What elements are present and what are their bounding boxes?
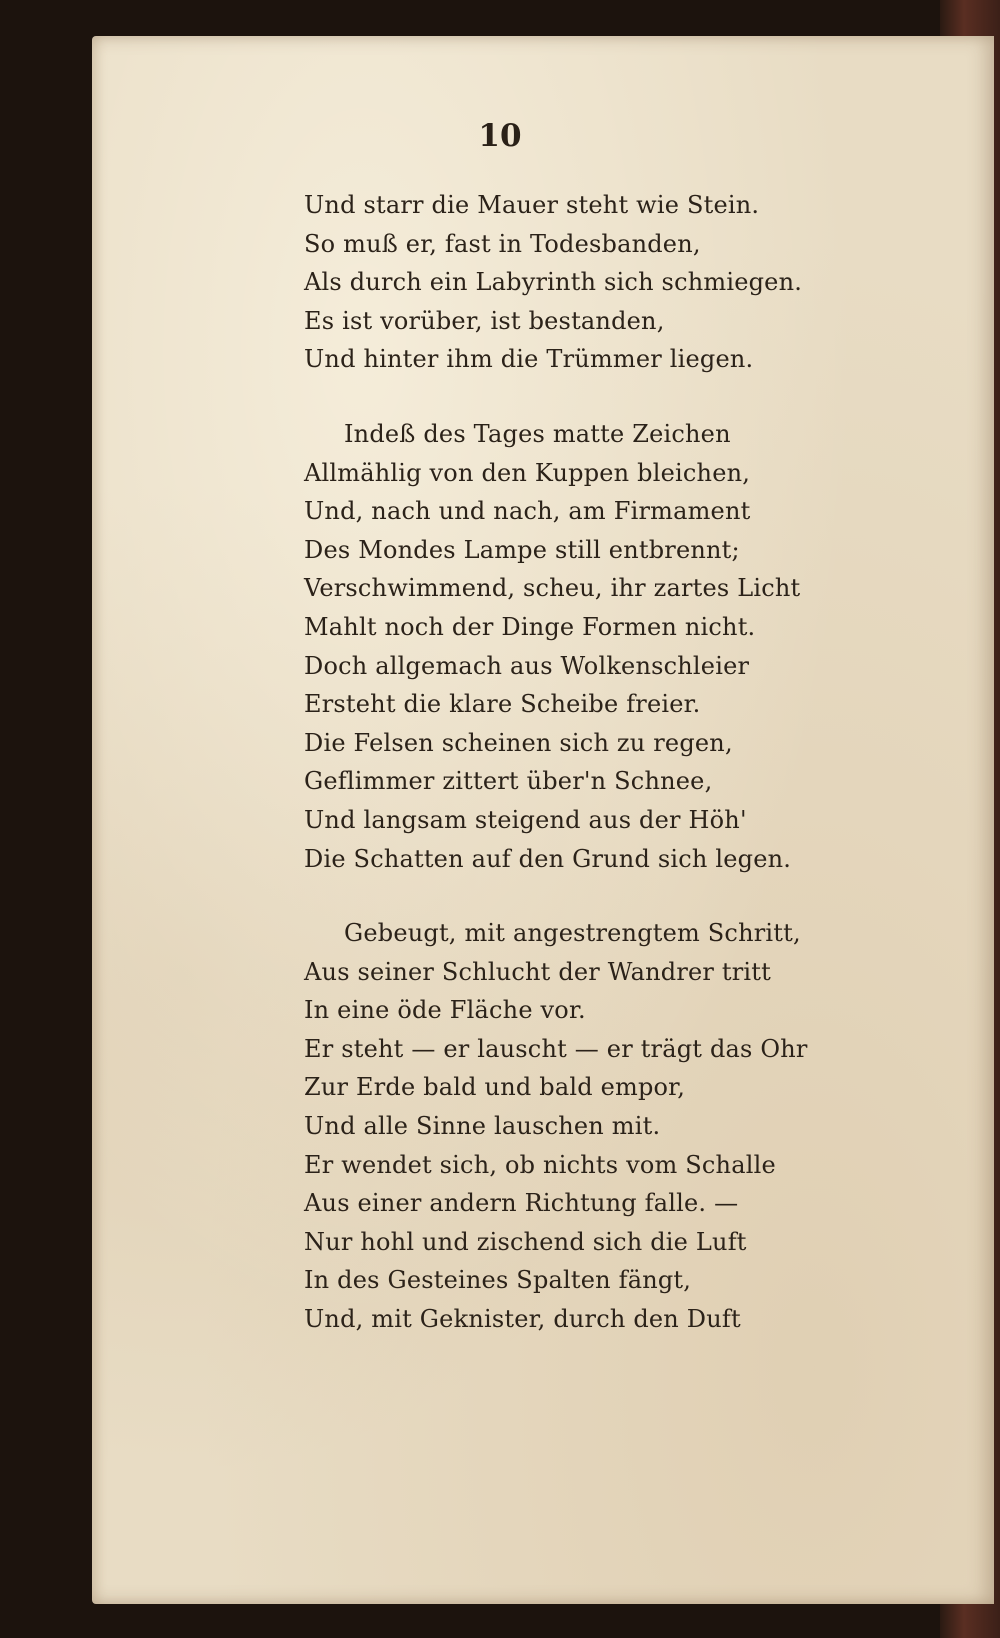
poem-line: Aus einer andern Richtung falle. — [304,1189,739,1218]
stanza-2 [304,415,884,878]
poem-line: Und hinter ihm die Trümmer liegen. [304,345,754,374]
poem-line: Er steht — er lauscht — er trägt das Ohr [304,1034,808,1063]
poem-line: Mahlt noch der Dinge Formen nicht. [304,612,756,641]
poem-line: Und langsam steigend aus der Höh' [304,805,747,834]
poem-line: Und alle Sinne lauschen mit. [304,1112,661,1141]
poem-line: Gebeugt, mit angestrengtem Schritt, [344,919,801,948]
poem-line: Als durch ein Labyrinth sich schmiegen. [304,268,803,297]
stanza-3 [304,914,884,1339]
poem-line: Nur hohl und zischend sich die Luft [304,1227,747,1256]
poem-line: Doch allgemach aus Wolkenschleier [304,651,750,680]
poem-line: Die Felsen scheinen sich zu regen, [304,728,733,757]
poem-line: Allmählig von den Kuppen bleichen, [304,458,751,487]
poem-line: Er wendet sich, ob nichts vom Schalle [304,1150,776,1179]
poem-line: In des Gesteines Spalten fängt, [304,1266,692,1295]
poem-line: Verschwimmend, scheu, ihr zartes Licht [304,574,801,603]
poem-line: Des Mondes Lampe still entbrennt; [304,535,740,564]
poem-text [304,186,884,1375]
poem-line: Es ist vorüber, ist bestanden, [304,306,665,335]
poem-line: Und, nach und nach, am Firmament [304,497,751,526]
poem-line: Und starr die Mauer steht wie Stein. [304,191,760,219]
poem-line: In eine öde Fläche vor. [304,996,586,1025]
poem-line: Zur Erde bald und bald empor, [304,1073,686,1102]
poem-line: Die Schatten auf den Grund sich legen. [304,844,792,873]
stanza-1 [304,186,884,379]
poem-line: Und, mit Geknister, durch den Duft [304,1305,741,1334]
poem-line: Ersteht die klare Scheibe freier. [304,690,701,719]
page-number: 10 [478,118,522,154]
poem-line: Geflimmer zittert über'n Schnee, [304,767,713,796]
poem-line: Indeß des Tages matte Zeichen [344,419,731,448]
poem-line: Aus seiner Schlucht der Wandrer tritt [304,957,771,986]
poem-line: So muß er, fast in Todesbanden, [304,229,701,258]
